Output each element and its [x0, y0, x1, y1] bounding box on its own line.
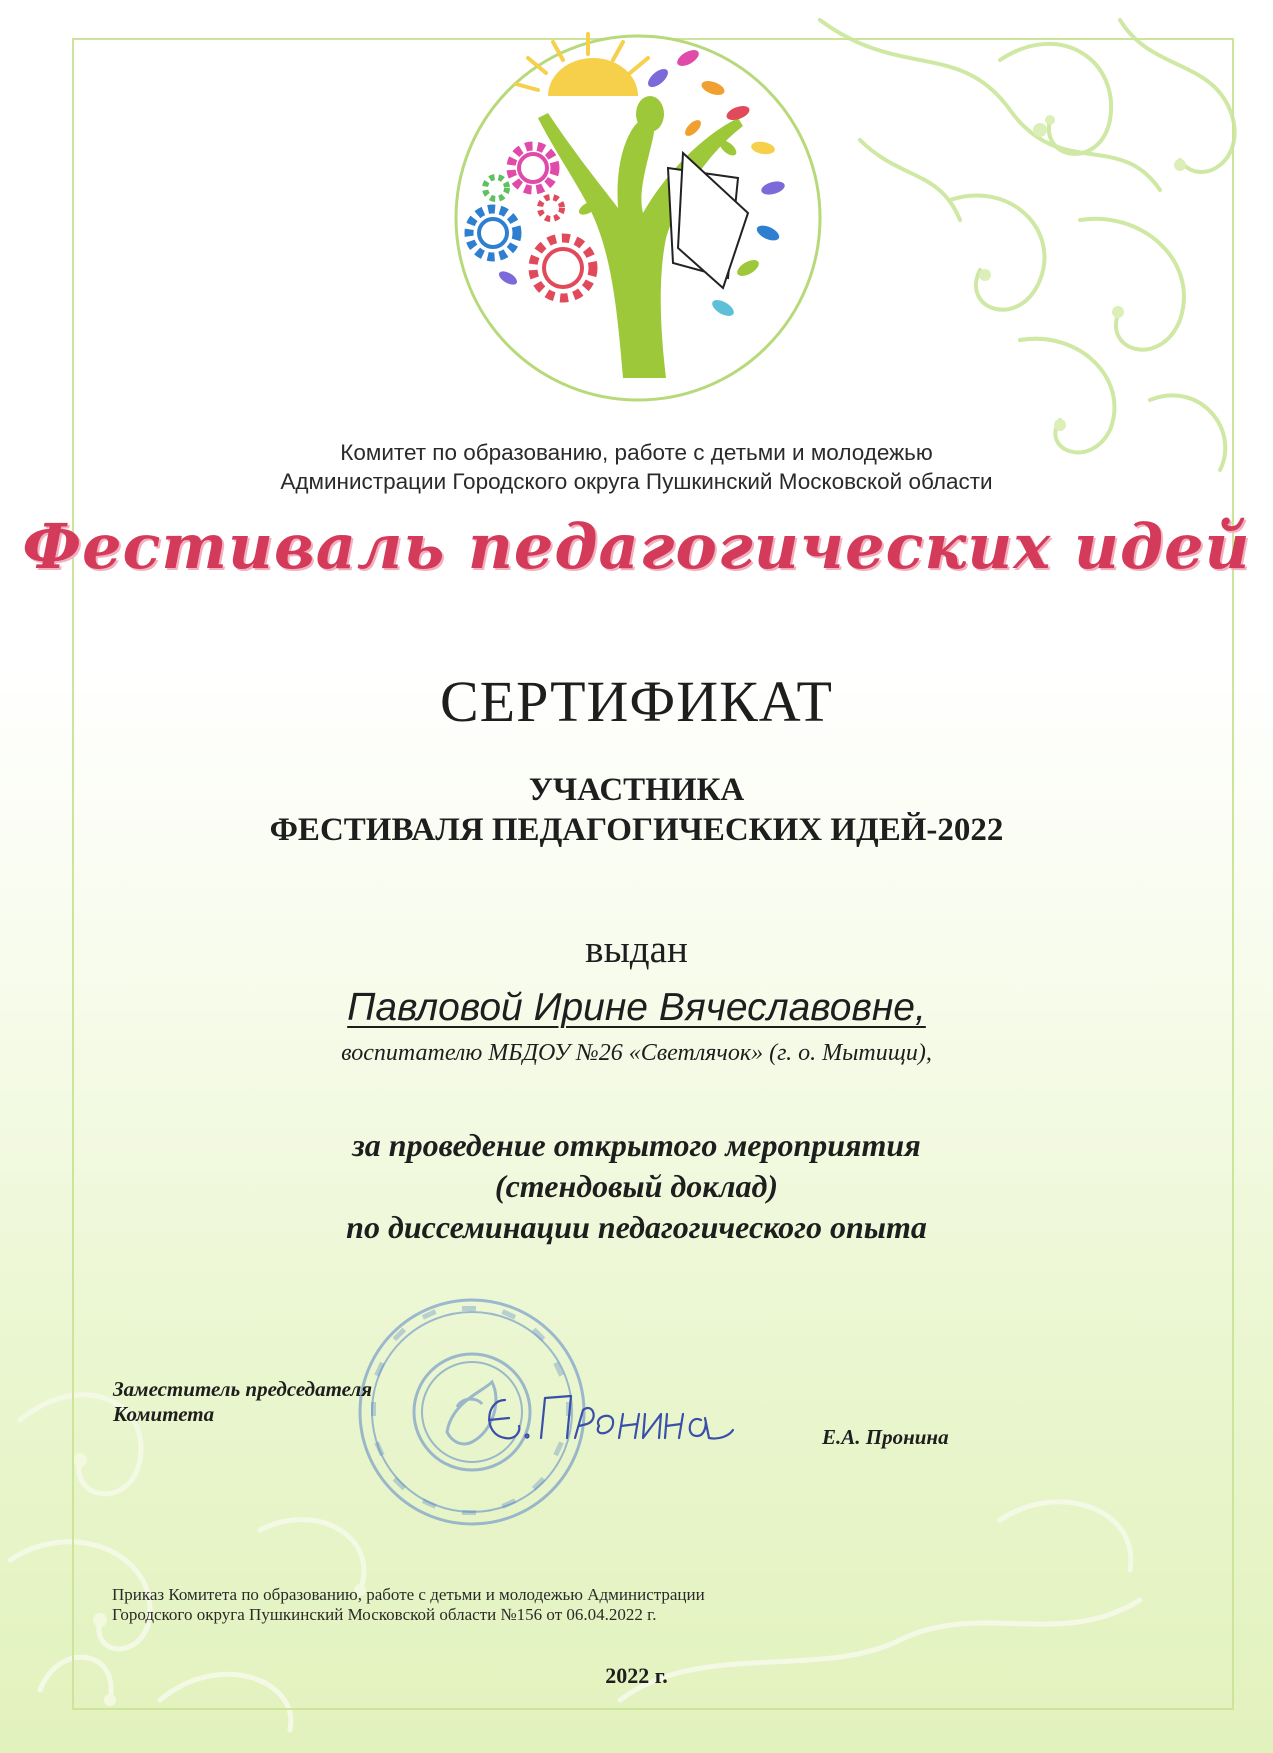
- organizer-line-2: Администрации Городского округа Пушкинский Московской области: [280, 469, 993, 494]
- certificate-title: СЕРТИФИКАТ: [439, 669, 833, 734]
- signatory-title-line-2: Комитета: [113, 1402, 215, 1426]
- recipient-name-line: [0, 986, 1273, 1030]
- certificate-subtitle: [0, 770, 1273, 850]
- award-reason: [0, 1125, 1273, 1248]
- order-reference: [112, 1585, 705, 1625]
- issued-label: выдан: [585, 928, 688, 971]
- reason-line-3: по диссеминации педагогического опыта: [346, 1209, 927, 1245]
- recipient-name: Павловой Ирине Вячеславовне,: [347, 986, 926, 1029]
- recipient-position: воспитателю МБДОУ №26 «Светлячок» (г. о. Мытищи),: [341, 1040, 932, 1066]
- organizer-text: [0, 438, 1273, 496]
- signatory-name: Е.А. Пронина: [822, 1425, 949, 1449]
- signatory-title-line-1: Заместитель председателя: [113, 1377, 373, 1401]
- festival-tree-logo: [438, 18, 838, 418]
- organizer-line-1: Комитет по образованию, работе с детьми и молодежью: [340, 440, 933, 465]
- issue-year: 2022 г.: [605, 1663, 668, 1688]
- handwritten-signature: [475, 1380, 735, 1460]
- signatory-title: [113, 1377, 372, 1427]
- order-line-1: Приказ Комитета по образованию, работе с детьми и молодежью Администрации: [112, 1585, 705, 1604]
- reason-line-1: за проведение открытого мероприятия: [352, 1127, 921, 1163]
- festival-title: Фестиваль педагогических идей: [22, 510, 1251, 583]
- order-line-2: Городского округа Пушкинский Московской области №156 от 06.04.2022 г.: [112, 1605, 657, 1624]
- subtitle-line-1: УЧАСТНИКА: [528, 772, 745, 808]
- subtitle-line-2: ФЕСТИВАЛЯ ПЕДАГОГИЧЕСКИХ ИДЕЙ-2022: [269, 812, 1004, 848]
- reason-line-2: (стендовый доклад): [494, 1168, 779, 1204]
